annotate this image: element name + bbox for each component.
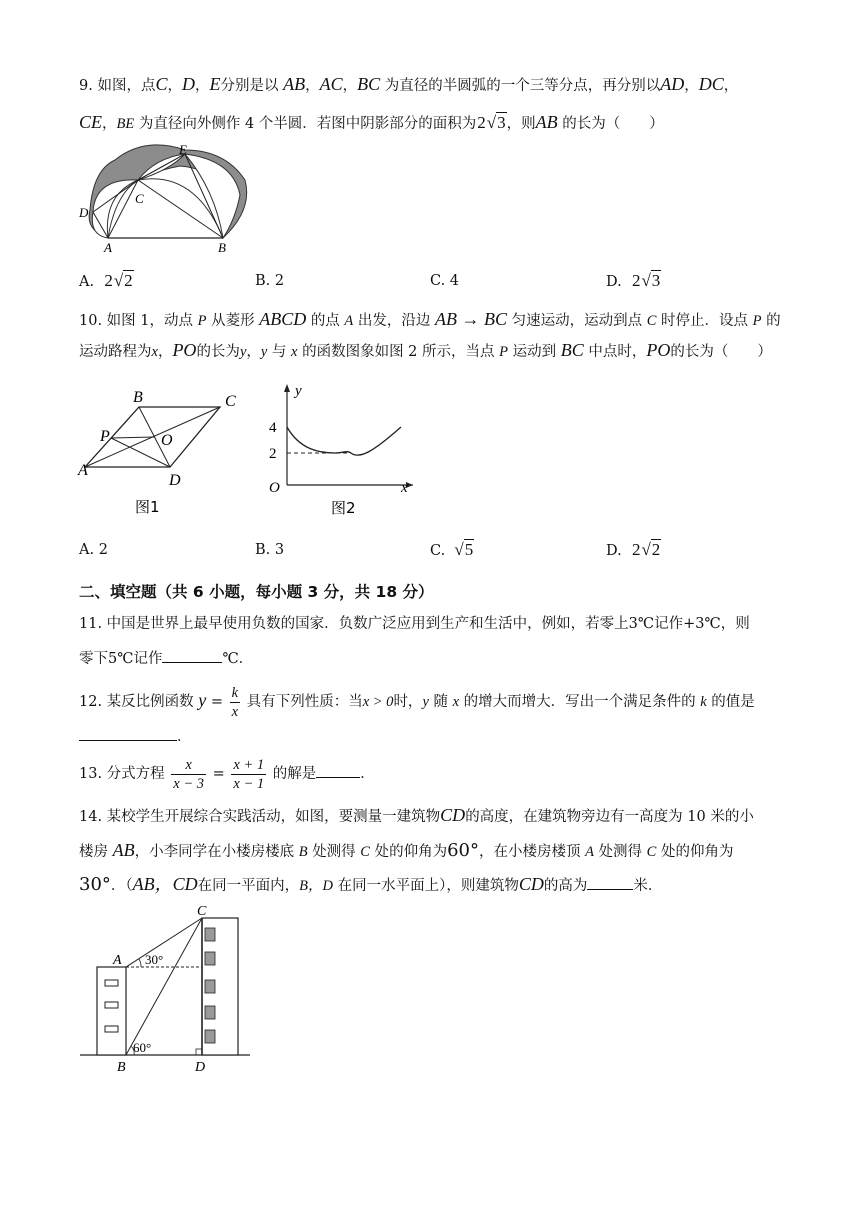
q11-answer-blank[interactable] [162, 648, 222, 663]
q10-f2-tick-2: 2 [269, 446, 277, 462]
q14-angle-60: 60° [133, 1040, 152, 1055]
q12-line1: 12. 某反比例函数 y = $\frac{k}{x}$ 具有下列性质：当x > 0时，y 随 x 的增大而增大．写出一个满足条件的 k 的值是 [79, 684, 755, 720]
q9-label-B: B [218, 240, 226, 255]
q14-label-C: C [197, 904, 207, 919]
q11-line2: 零下5℃记作 ℃． [79, 648, 253, 669]
q9-line2: CE，BE 为直径向外侧作 4 个半圆．若图中阴影部分的面积为2√3，则AB 的长为（ ） [79, 112, 664, 132]
q9-figure [75, 140, 285, 260]
q10-f2-axis-x: x [401, 480, 408, 496]
q10-line1: 10. 如图 1，动点 P 从菱形 ABCD 的点 A 出发，沿边 AB → BC 匀速运动，运动到点 C 时停止．设点 P 的 [79, 309, 781, 329]
q12-answer-blank[interactable] [79, 726, 177, 741]
q9-option-c[interactable]: C. 4 [430, 273, 460, 289]
q14-line2: 楼房 AB，小李同学在小楼房楼底 B 处测得 C 处的仰角为60°，在小楼房楼顶 A 处测得 C 处的仰角为 [79, 840, 734, 861]
q14-line3: 30°．（AB，CD在同一平面内，B，D 在同一水平面上），则建筑物CD的高为 米． [79, 874, 663, 895]
q10-f1-caption: 图1 [135, 498, 160, 516]
q10-figure-1 [75, 385, 255, 520]
q10-f1-label-C: C [225, 393, 236, 410]
q14-label-D: D [195, 1060, 206, 1075]
q12-fraction: $\frac{k}{x}$ [231, 684, 239, 720]
q13-answer-blank[interactable] [316, 763, 360, 778]
q14-answer-blank[interactable] [587, 875, 633, 890]
q14-line1: 14. 某校学生开展综合实践活动，如图，要测量一建筑物CD的高度，在建筑物旁边有一高度为 10 米的小 [79, 805, 754, 825]
section-2-title: 二、填空题（共 6 小题，每小题 3 分，共 18 分） [79, 583, 434, 601]
q10-f2-tick-4: 4 [269, 420, 277, 436]
q9-label-A: A [104, 240, 112, 255]
q9-label-E: E [179, 142, 187, 157]
q11-line1: 11. 中国是世界上最早使用负数的国家．负数广泛应用到生产和生活中，例如，若零上3℃记作+3℃，则 [79, 616, 750, 632]
q14-angle-30: 30° [145, 952, 164, 967]
q10-f1-label-A: A [78, 462, 88, 479]
q9-label-C: C [135, 191, 144, 206]
q10-figure-2 [265, 380, 425, 520]
q12-line2: ． [79, 726, 192, 747]
q9-option-b[interactable]: B. 2 [255, 273, 285, 289]
q9-line1: 9. 如图，点C，D，E分别是以 AB，AC，BC 为直径的半圆弧的一个三等分点，再分别以AD，DC， [79, 74, 739, 94]
q10-f2-caption: 图2 [331, 499, 356, 517]
q13-fraction-left: $\frac{x}{x - 3}$ [173, 756, 205, 792]
q10-f2-axis-y: y [295, 383, 302, 399]
q14-figure [75, 900, 255, 1075]
q10-option-b[interactable]: B. 3 [255, 542, 285, 558]
q13-fraction-right: $\frac{x + 1}{x - 1}$ [233, 756, 265, 792]
q10-f1-label-P: P [100, 428, 110, 445]
q10-option-d[interactable]: D. 2√2 [606, 540, 661, 559]
q10-f2-origin: O [269, 480, 280, 496]
q10-option-c[interactable]: C. √5 [430, 540, 474, 559]
q10-option-a[interactable]: A. 2 [79, 542, 108, 558]
q10-f1-label-O: O [161, 432, 173, 449]
q10-f1-label-D: D [169, 472, 181, 489]
q14-label-B: B [117, 1060, 126, 1075]
q9-option-a[interactable]: A. 2√2 [79, 271, 133, 290]
q9-label-D: D [79, 205, 89, 220]
q10-f1-label-B: B [133, 389, 143, 406]
q9-option-d[interactable]: D. 2√3 [606, 271, 661, 290]
q14-label-A: A [113, 953, 122, 968]
q13-line1: 13. 分式方程 $\frac{x}{x - 3}$ = $\frac{x + 1}{x - 1}$ 的解是 ． [79, 756, 375, 792]
q10-line2: 运动路程为x，PO的长为y，y 与 x 的函数图象如图 2 所示，当点 P 运动到 BC 中点时，PO的长为（ ） [79, 340, 772, 360]
q9-area-value: 2√3 [477, 113, 506, 132]
